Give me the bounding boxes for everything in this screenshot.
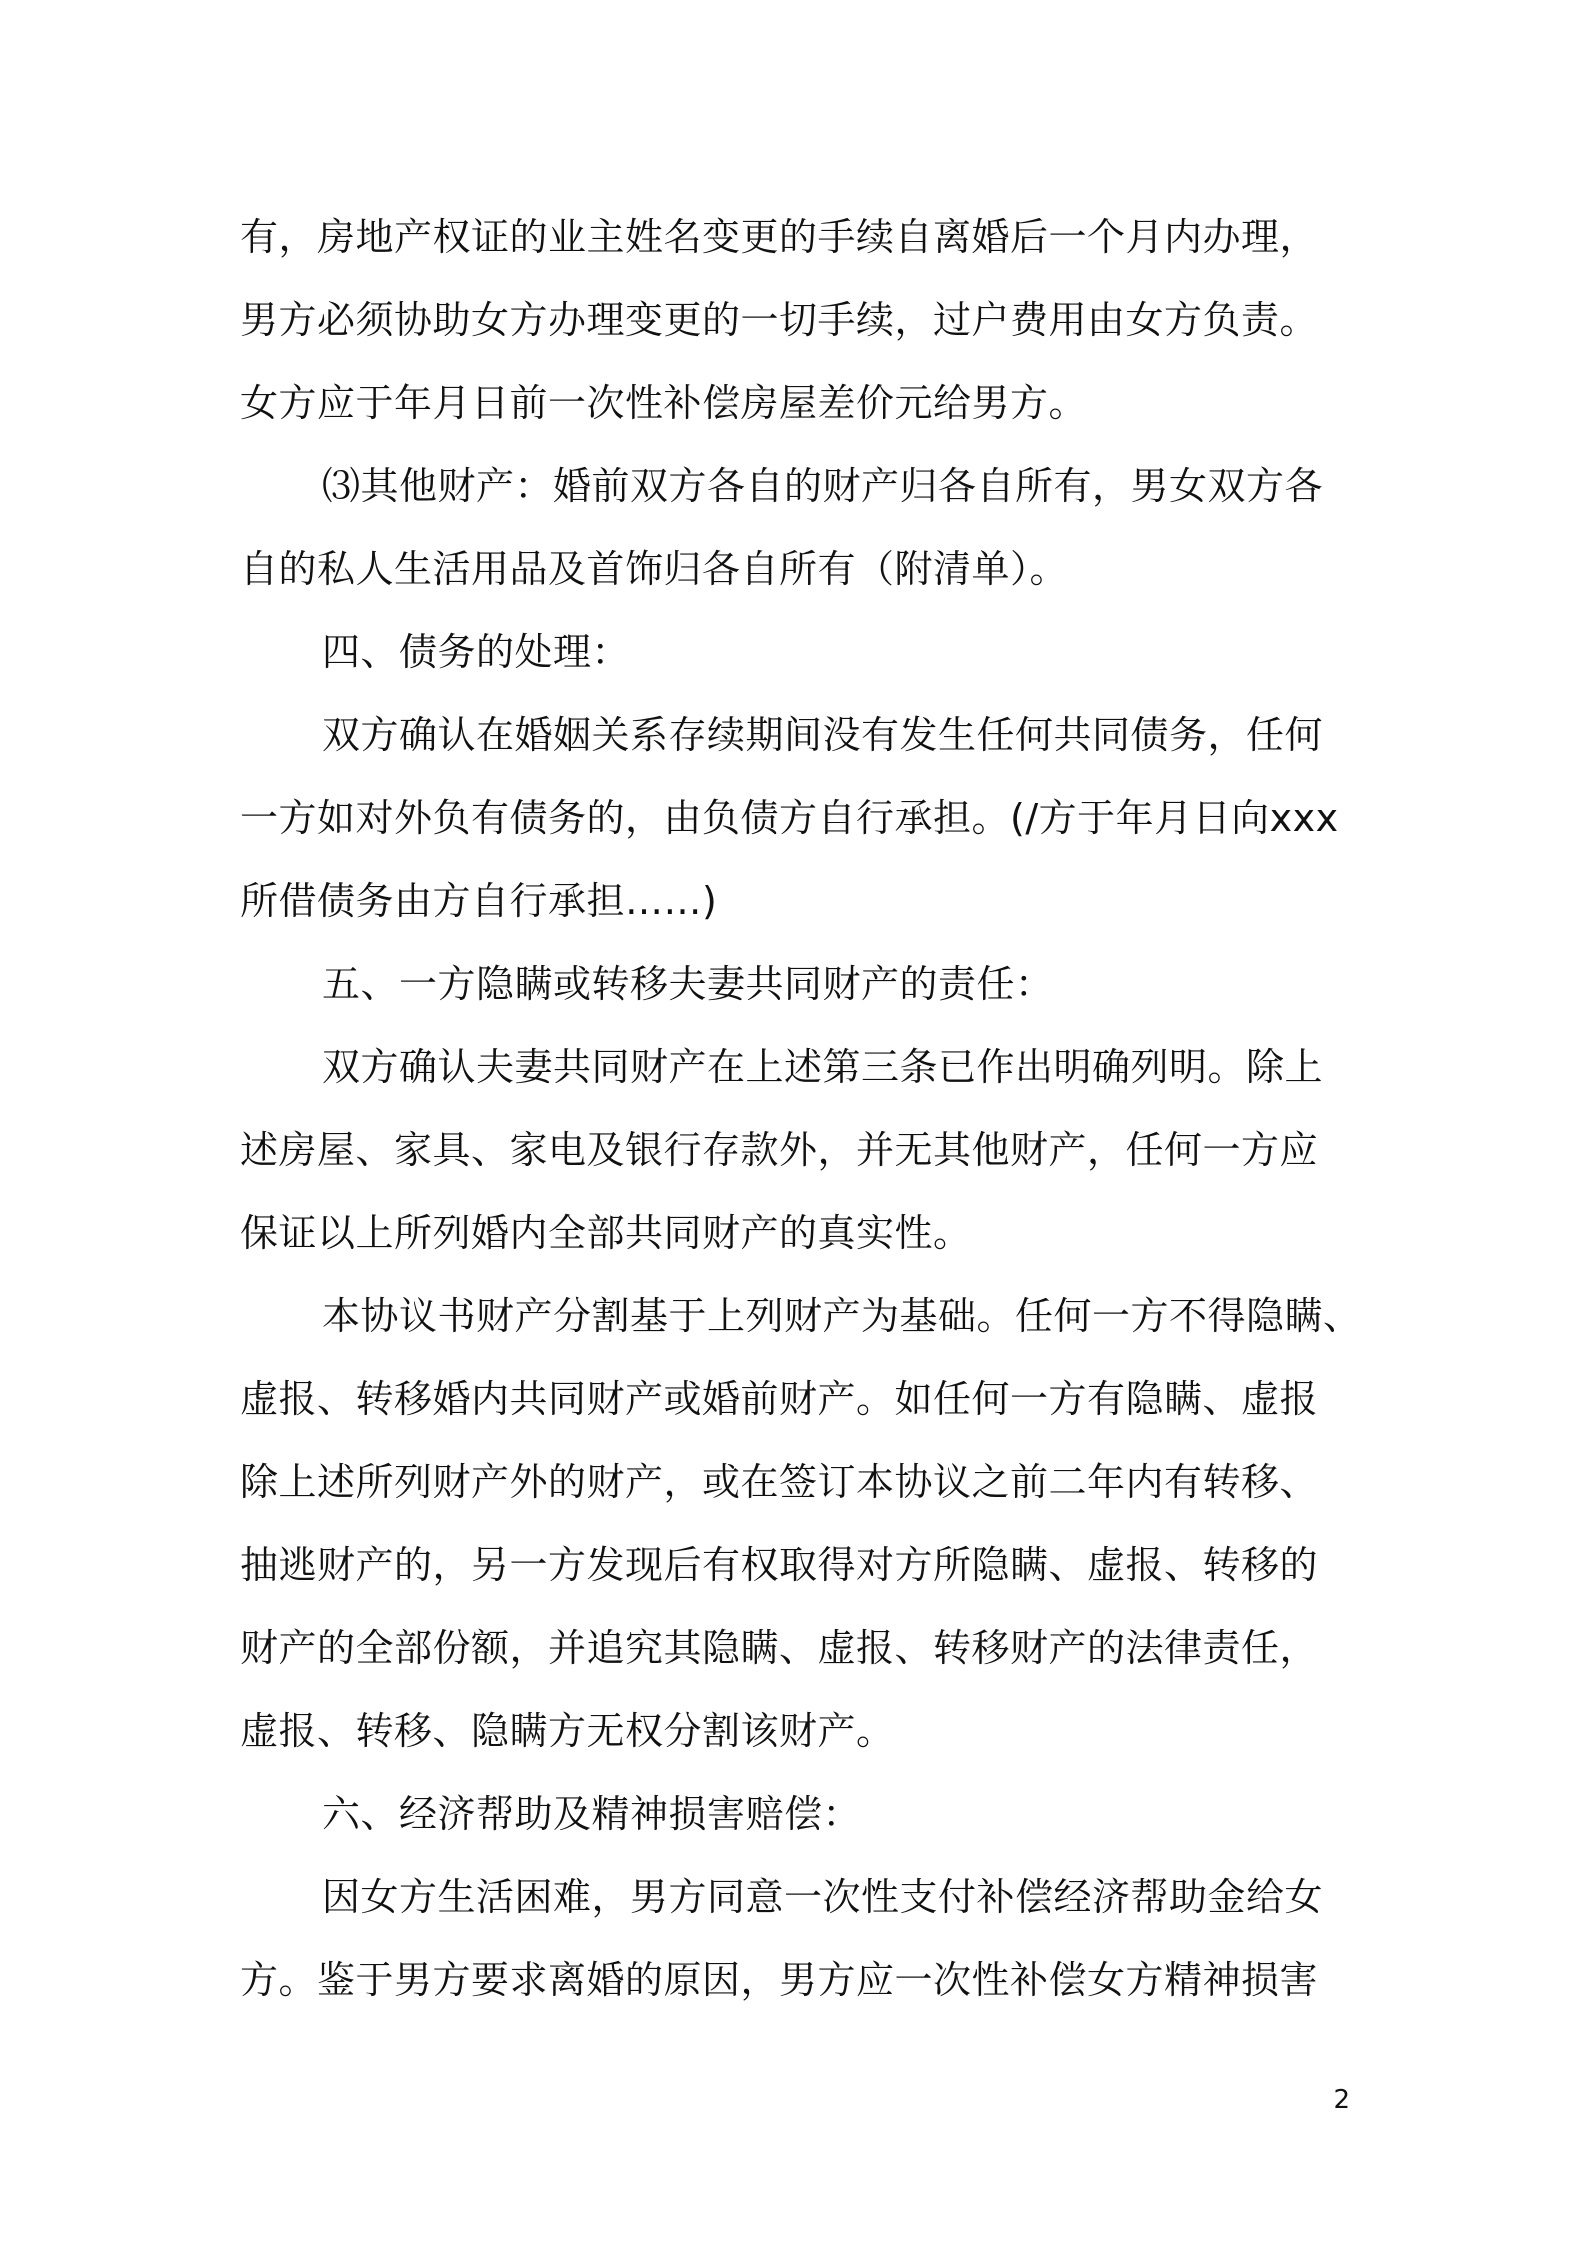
text-line: 虚报、转移婚内共同财产或婚前财产。如任何一方有隐瞒、虚报 bbox=[240, 1377, 1319, 1421]
text-line: 女方应于年月日前一次性补偿房屋差价元给男方。 bbox=[240, 381, 1088, 425]
text-line: 述房屋、家具、家电及银行存款外，并无其他财产，任何一方应 bbox=[240, 1128, 1319, 1172]
text-line: 因女方生活困难，男方同意一次性支付补偿经济帮助金给女 bbox=[322, 1875, 1324, 1919]
text-line: 虚报、转移、隐瞒方无权分割该财产。 bbox=[240, 1709, 895, 1753]
text-line: 方。鉴于男方要求离婚的原因，男方应一次性补偿女方精神损害 bbox=[240, 1958, 1319, 2002]
text-line: 所借债务由方自行承担……) bbox=[240, 879, 718, 923]
text-line: 财产的全部份额，并追究其隐瞒、虚报、转移财产的法律责任， bbox=[240, 1626, 1319, 1670]
text-line: 自的私人生活用品及首饰归各自所有（附清单）。 bbox=[240, 547, 1069, 591]
text-line: 双方确认在婚姻关系存续期间没有发生任何共同债务，任何 bbox=[322, 713, 1324, 757]
text-line: 除上述所列财产外的财产，或在签订本协议之前二年内有转移、 bbox=[240, 1460, 1319, 1504]
document-body bbox=[240, 196, 1360, 2022]
text-line: 男方必须协助女方办理变更的一切手续，过户费用由女方负责。 bbox=[240, 298, 1319, 342]
text-line: 有，房地产权证的业主姓名变更的手续自离婚后一个月内办理， bbox=[240, 215, 1319, 259]
text-line: 保证以上所列婚内全部共同财产的真实性。 bbox=[240, 1211, 972, 1255]
section-heading: 四、债务的处理： bbox=[322, 630, 631, 674]
text-line: 本协议书财产分割基于上列财产为基础。任何一方不得隐瞒、 bbox=[322, 1294, 1362, 1338]
page-number: 2 bbox=[1333, 2085, 1350, 2115]
text-line: 抽逃财产的，另一方发现后有权取得对方所隐瞒、虚报、转移的 bbox=[240, 1543, 1319, 1587]
section-heading: 六、经济帮助及精神损害赔偿： bbox=[322, 1792, 862, 1836]
text-line: ⑶其他财产：婚前双方各自的财产归各自所有，男女双方各 bbox=[322, 464, 1324, 508]
text-line: 一方如对外负有债务的，由负债方自行承担。(/方于年月日向xxx bbox=[240, 796, 1339, 840]
text-line: 双方确认夫妻共同财产在上述第三条已作出明确列明。除上 bbox=[322, 1045, 1324, 1089]
section-heading: 五、一方隐瞒或转移夫妻共同财产的责任： bbox=[322, 962, 1054, 1006]
